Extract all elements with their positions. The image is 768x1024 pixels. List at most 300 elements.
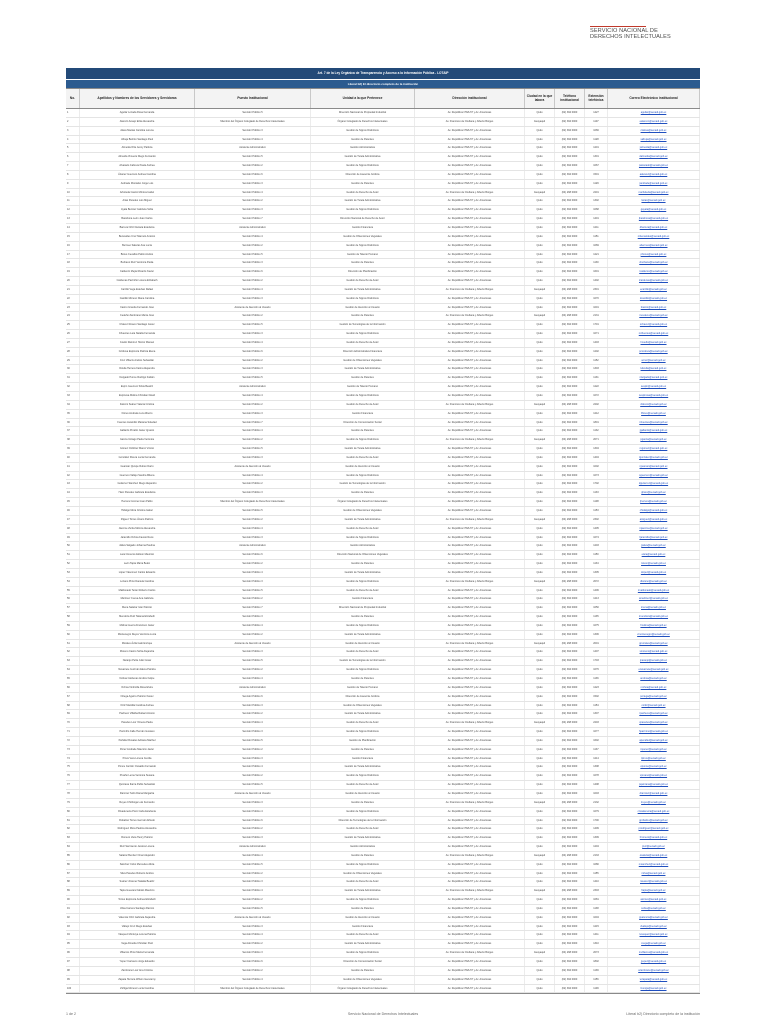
- cell-unit: Gestión de Patentes: [311, 374, 415, 382]
- table-row: [66, 790, 700, 799]
- cell-phone: (02) 394 0000: [555, 878, 585, 886]
- cell-phone: (04) 268 0000: [555, 436, 585, 444]
- cell-address: Av. Francisco de Orellana y Alberto Borges: [415, 189, 525, 197]
- cell-address: Av. República N°E6-57 y Av. Amazonas: [415, 808, 525, 816]
- cell-email[interactable]: abermeo@senadi.gob.ec: [608, 242, 700, 250]
- cell-name: Lozano Pinto Daniela Carolina: [80, 578, 195, 586]
- cell-email[interactable]: dlozano@senadi.gob.ec: [608, 578, 700, 586]
- cell-name: García Intriago Paola Verónica: [80, 436, 195, 444]
- cell-email[interactable]: acruz@senadi.gob.ec: [608, 357, 700, 365]
- cell-name: Torres Espinoza Andrea Elizabeth: [80, 896, 195, 904]
- cell-email[interactable]: imena@senadi.gob.ec: [608, 604, 700, 612]
- cell-unit: Gestión de Tutela Administrativa: [311, 940, 415, 948]
- cell-email[interactable]: rmaldonado@senadi.gob.ec: [608, 587, 700, 595]
- cell-city: Quito: [525, 781, 555, 789]
- cell-city: Quito: [525, 233, 555, 241]
- cell-email[interactable]: salbuja@senadi.gob.ec: [608, 136, 700, 144]
- cell-address: Av. República N°E6-57 y Av. Amazonas: [415, 374, 525, 382]
- cell-unit: Gestión de Obtenciones Vegetales: [311, 507, 415, 515]
- cell-number: 34: [66, 401, 80, 409]
- cell-position: Servidor Público 5: [195, 251, 311, 259]
- cell-email[interactable]: jbarahona@senadi.gob.ec: [608, 215, 700, 223]
- cell-email[interactable]: jalmeida@senadi.gob.ec: [608, 144, 700, 152]
- cell-extension: 1403: [585, 339, 608, 347]
- cell-email[interactable]: fmolina@senadi.gob.ec: [608, 622, 700, 630]
- cell-position: Servidor Público 2: [195, 870, 311, 878]
- cell-name: Zambrano Loor Ana Cristina: [80, 967, 195, 975]
- cell-email[interactable]: nsuarez@senadi.gob.ec: [608, 878, 700, 886]
- table-row: [66, 834, 700, 843]
- table-row: [66, 551, 700, 560]
- cell-city: Quito: [525, 295, 555, 303]
- cell-address: Av. República N°E6-57 y Av. Amazonas: [415, 702, 525, 710]
- cell-name: Calderón Mejía Ricardo Xavier: [80, 268, 195, 276]
- cell-email[interactable]: gharo@senadi.gob.ec: [608, 489, 700, 497]
- cell-name: Lara Cisneros Edison Mauricio: [80, 551, 195, 559]
- cell-phone: (02) 394 0000: [555, 251, 585, 259]
- cell-email[interactable]: pbravo@senadi.gob.ec: [608, 251, 700, 259]
- cell-email[interactable]: mfuentes@senadi.gob.ec: [608, 419, 700, 427]
- table-row: [66, 825, 700, 834]
- table-row: [66, 755, 700, 764]
- cell-city: Quito: [525, 197, 555, 205]
- cell-extension: 1301: [585, 153, 608, 161]
- cell-position: Servidor Público 3: [195, 834, 311, 842]
- cell-phone: (02) 394 0000: [555, 976, 585, 984]
- cell-email[interactable]: cvega@senadi.gob.ec: [608, 940, 700, 948]
- table-row: [66, 136, 700, 145]
- cell-name: Alvarado Cabrera Paula Andrea: [80, 162, 195, 170]
- cell-email[interactable]: xparedes@senadi.gob.ec: [608, 719, 700, 727]
- cell-phone: (02) 394 0000: [555, 454, 585, 462]
- cell-extension: 1701: [585, 321, 608, 329]
- cell-unit: Gestión de Signos Distintivos: [311, 162, 415, 170]
- cell-email[interactable]: ealarcon@senadi.gob.ec: [608, 118, 700, 126]
- cell-extension: 1307: [585, 710, 608, 718]
- cell-email[interactable]: jyepez@senadi.gob.ec: [608, 958, 700, 966]
- cell-email[interactable]: cortiz@senadi.gob.ec: [608, 702, 700, 710]
- cell-city: Quito: [525, 445, 555, 453]
- table-row: [66, 171, 700, 180]
- table-row: [66, 595, 700, 604]
- cell-unit: Gestión de Signos Distintivos: [311, 578, 415, 586]
- header-address: Dirección institucional: [415, 89, 525, 108]
- cell-address: Av. República N°E6-57 y Av. Amazonas: [415, 339, 525, 347]
- table-row: [66, 675, 700, 684]
- cell-email[interactable]: mcedeno@senadi.gob.ec: [608, 312, 700, 320]
- cell-email[interactable]: mvillacres@senadi.gob.ec: [608, 949, 700, 957]
- cell-email[interactable]: enavarrete@senadi.gob.ec: [608, 666, 700, 674]
- cell-position: Servidor Público 3: [195, 489, 311, 497]
- cell-phone: (02) 394 0000: [555, 870, 585, 878]
- table-row: [66, 242, 700, 251]
- table-row: [66, 348, 700, 357]
- cell-unit: Dirección Administrativa Financiera: [311, 348, 415, 356]
- cell-email[interactable]: dvallejo@senadi.gob.ec: [608, 923, 700, 931]
- cell-email[interactable]: jherrera@senadi.gob.ec: [608, 498, 700, 506]
- cell-email[interactable]: mleon@senadi.gob.ec: [608, 560, 700, 568]
- cell-address: Av. República N°E6-57 y Av. Amazonas: [415, 896, 525, 904]
- cell-city: Quito: [525, 251, 555, 259]
- cell-extension: 1306: [585, 631, 608, 639]
- cell-extension: 1136: [585, 675, 608, 683]
- cell-number: 1: [66, 109, 80, 117]
- cell-email[interactable]: sguerrero@senadi.gob.ec: [608, 472, 700, 480]
- cell-email[interactable]: gvalencia@senadi.gob.ec: [608, 914, 700, 922]
- cell-city: Quito: [525, 153, 555, 161]
- cell-phone: (02) 394 0000: [555, 560, 585, 568]
- cell-email[interactable]: atorres@senadi.gob.ec: [608, 896, 700, 904]
- cell-email[interactable]: larias@senadi.gob.ec: [608, 197, 700, 205]
- cell-email[interactable]: jgallardo@senadi.gob.ec: [608, 427, 700, 435]
- cell-city: Guayaquil: [525, 401, 555, 409]
- cell-email[interactable]: portega@senadi.gob.ec: [608, 693, 700, 701]
- cell-email[interactable]: lgonzalez@senadi.gob.ec: [608, 454, 700, 462]
- table-row: [66, 870, 700, 879]
- cell-number: 74: [66, 755, 80, 763]
- cell-address: Av. República N°E6-57 y Av. Amazonas: [415, 861, 525, 869]
- cell-email[interactable]: wzapata@senadi.gob.ec: [608, 976, 700, 984]
- cell-email[interactable]: dcastillo@senadi.gob.ec: [608, 295, 700, 303]
- table-row: [66, 516, 700, 525]
- cell-email[interactable]: lreyes@senadi.gob.ec: [608, 799, 700, 807]
- cell-name: Castillo Moreno Diana Carolina: [80, 295, 195, 303]
- cell-address: Av. República N°E6-57 y Av. Amazonas: [415, 737, 525, 745]
- cell-number: 93: [66, 923, 80, 931]
- cell-email[interactable]: chidalgo@senadi.gob.ec: [608, 507, 700, 515]
- cell-email[interactable]: amartinez@senadi.gob.ec: [608, 595, 700, 603]
- cell-email[interactable]: rochoa@senadi.gob.ec: [608, 684, 700, 692]
- cell-city: Quito: [525, 675, 555, 683]
- cell-position: Servidor Público 2: [195, 746, 311, 754]
- cell-number: 80: [66, 808, 80, 816]
- cell-city: Quito: [525, 321, 555, 329]
- cell-unit: Gestión de Derecho de Autor: [311, 587, 415, 595]
- cell-extension: 1409: [585, 825, 608, 833]
- cell-phone: (02) 394 0000: [555, 666, 585, 674]
- cell-name: Montenegro Reyes Verónica Lucía: [80, 631, 195, 639]
- cell-number: 9: [66, 180, 80, 188]
- cell-position: Servidor Público 2: [195, 940, 311, 948]
- cell-city: Quito: [525, 525, 555, 533]
- cell-email[interactable]: ftapia@senadi.gob.ec: [608, 887, 700, 895]
- cell-extension: 2071: [585, 436, 608, 444]
- cell-extension: 1067: [585, 162, 608, 170]
- cell-position: Servidor Público 6: [195, 693, 311, 701]
- cell-extension: 1137: [585, 746, 608, 754]
- cell-email[interactable]: apenafiel@senadi.gob.ec: [608, 737, 700, 745]
- table-row: [66, 648, 700, 657]
- cell-email[interactable]: sespin@senadi.gob.ec: [608, 383, 700, 391]
- cell-email[interactable]: mgomez@senadi.gob.ec: [608, 445, 700, 453]
- table-row: [66, 197, 700, 206]
- cell-unit: Dirección Nacional de Derecho de Autor: [311, 215, 415, 223]
- cell-name: Aguilar Lozada Rosa Fernanda: [80, 109, 195, 117]
- cell-phone: (02) 394 0000: [555, 905, 585, 913]
- cell-email[interactable]: rguaman@senadi.gob.ec: [608, 463, 700, 471]
- cell-name: Vallejo Cruz Diego Esteban: [80, 923, 195, 931]
- cell-email[interactable]: jruiz@senadi.gob.ec: [608, 843, 700, 851]
- cell-position: Servidor Público 2: [195, 825, 311, 833]
- cell-email[interactable]: mperez@senadi.gob.ec: [608, 746, 700, 754]
- cell-position: Servidor Público 4: [195, 675, 311, 683]
- table-row: [66, 215, 700, 224]
- cell-position: Servidor Público 2: [195, 480, 311, 488]
- cell-unit: Dirección de Tecnologías de la Información: [311, 817, 415, 825]
- cell-unit: Gestión Financiera: [311, 923, 415, 931]
- cell-city: Quito: [525, 498, 555, 506]
- cell-email[interactable]: rcalderon@senadi.gob.ec: [608, 268, 700, 276]
- cell-number: 52: [66, 560, 80, 568]
- cell-number: 5: [66, 144, 80, 152]
- cell-email[interactable]: jandrade@senadi.gob.ec: [608, 180, 700, 188]
- cell-position: Servidor Público 3: [195, 923, 311, 931]
- cell-name: Gallardo Proaño Javier Ignacio: [80, 427, 195, 435]
- cell-address: Av. República N°E6-57 y Av. Amazonas: [415, 251, 525, 259]
- cell-number: 3: [66, 127, 80, 135]
- cell-position: Servidor Público 2: [195, 896, 311, 904]
- cell-email[interactable]: vfalconi@senadi.gob.ec: [608, 401, 700, 409]
- cell-phone: (02) 394 0000: [555, 542, 585, 550]
- cell-email[interactable]: pcordova@senadi.gob.ec: [608, 348, 700, 356]
- cell-name: Delgado Ponce Rodrigo Fabián: [80, 374, 195, 382]
- table-row: [66, 427, 700, 436]
- cell-email[interactable]: crivadeneira@senadi.gob.ec: [608, 808, 700, 816]
- cell-position: Servidor Público 2: [195, 631, 311, 639]
- cell-email[interactable]: cespinosa@senadi.gob.ec: [608, 392, 700, 400]
- cell-position: Servidor Público 4: [195, 286, 311, 294]
- cell-email[interactable]: grobalino@senadi.gob.ec: [608, 817, 700, 825]
- cell-email[interactable]: hromero@senadi.gob.ec: [608, 834, 700, 842]
- cell-number: 69: [66, 710, 80, 718]
- cell-extension: 1601: [585, 268, 608, 276]
- cell-email[interactable]: aalvarez@senadi.gob.ec: [608, 171, 700, 179]
- cell-name: Ortiz Mantilla Carolina Andrea: [80, 702, 195, 710]
- cell-email[interactable]: jnaranjo@senadi.gob.ec: [608, 657, 700, 665]
- cell-phone: (02) 394 0000: [555, 242, 585, 250]
- cell-email[interactable]: schavez@senadi.gob.ec: [608, 321, 700, 329]
- cell-phone: (04) 268 0000: [555, 640, 585, 648]
- cell-city: Quito: [525, 144, 555, 152]
- table-row: [66, 631, 700, 640]
- cell-address: Av. República N°E6-57 y Av. Amazonas: [415, 684, 525, 692]
- table-row: [66, 525, 700, 534]
- cell-email[interactable]: rdelgado@senadi.gob.ec: [608, 374, 700, 382]
- cell-email[interactable]: rsilva@senadi.gob.ec: [608, 870, 700, 878]
- cell-extension: 2302: [585, 516, 608, 524]
- cell-email[interactable]: ainiguez@senadi.gob.ec: [608, 516, 700, 524]
- cell-unit: Gestión de Patentes: [311, 967, 415, 975]
- cell-email[interactable]: dalmeida@senadi.gob.ec: [608, 153, 700, 161]
- cell-number: 87: [66, 870, 80, 878]
- cell-city: Quito: [525, 215, 555, 223]
- cell-email[interactable]: kdavila@senadi.gob.ec: [608, 365, 700, 373]
- cell-email[interactable]: lpinos@senadi.gob.ec: [608, 755, 700, 763]
- cell-position: Servidor Público 6: [195, 551, 311, 559]
- cell-email[interactable]: palvarado@senadi.gob.ec: [608, 162, 700, 170]
- table-row: [66, 330, 700, 339]
- cell-email[interactable]: vmontenegro@senadi.gob.ec: [608, 631, 700, 639]
- cell-address: Av. República N°E6-57 y Av. Amazonas: [415, 790, 525, 798]
- cell-number: 49: [66, 534, 80, 542]
- cell-email[interactable]: anoboa@senadi.gob.ec: [608, 675, 700, 683]
- cell-city: Quito: [525, 790, 555, 798]
- cell-email[interactable]: dgutierrez@senadi.gob.ec: [608, 480, 700, 488]
- cell-position: Servidor Público 4: [195, 136, 311, 144]
- cell-email[interactable]: lvasquez@senadi.gob.ec: [608, 931, 700, 939]
- cell-extension: 1153: [585, 507, 608, 515]
- cell-address: Av. República N°E6-57 y Av. Amazonas: [415, 755, 525, 763]
- table-row: [66, 569, 700, 578]
- cell-email[interactable]: ecarrillo@senadi.gob.ec: [608, 286, 700, 294]
- cell-extension: 1309: [585, 834, 608, 842]
- cell-email[interactable]: aguilar@senadi.gob.ec: [608, 109, 700, 117]
- cell-unit: Gestión de Derecho de Autor: [311, 781, 415, 789]
- cell-number: 50: [66, 542, 80, 550]
- cell-name: Espín Guerrero Silvia Beatriz: [80, 383, 195, 391]
- cell-name: Romero Vaca Henry Patricio: [80, 834, 195, 842]
- cell-unit: Gestión de Patentes: [311, 427, 415, 435]
- cell-email[interactable]: sulloa@senadi.gob.ec: [608, 905, 700, 913]
- cell-extension: 1107: [585, 118, 608, 126]
- cell-position: Servidor Público 4: [195, 808, 311, 816]
- table-row: [66, 489, 700, 498]
- cell-address: Av. República N°E6-57 y Av. Amazonas: [415, 109, 525, 117]
- cell-unit: Dirección Nacional de Propiedad Industrial: [311, 109, 415, 117]
- cell-name: Ayala Benítez Gabriela Sofía: [80, 206, 195, 214]
- cell-name: Castro Granda Fernando José: [80, 304, 195, 312]
- cell-address: Av. República N°E6-57 y Av. Amazonas: [415, 781, 525, 789]
- table-row: [66, 162, 700, 171]
- table-subtitle: Literal b2) El directorio completo de la institución: [66, 79, 700, 88]
- cell-email[interactable]: lflores@senadi.gob.ec: [608, 410, 700, 418]
- cell-number: 67: [66, 693, 80, 701]
- cell-email[interactable]: marboleda@senadi.gob.ec: [608, 189, 700, 197]
- cell-city: Quito: [525, 763, 555, 771]
- table-row: [66, 295, 700, 304]
- cell-unit: Gestión de Atención al Usuario: [311, 790, 415, 798]
- cell-name: Barahona León Juan Carlos: [80, 215, 195, 223]
- cell-email[interactable]: dbarrera@senadi.gob.ec: [608, 224, 700, 232]
- cell-email[interactable]: rpacheco@senadi.gob.ec: [608, 710, 700, 718]
- cell-email[interactable]: tmendoza@senadi.gob.ec: [608, 613, 700, 621]
- cell-position: Servidor Público 5: [195, 587, 311, 595]
- cell-phone: (02) 394 0000: [555, 197, 585, 205]
- cell-address: Av. República N°E6-57 y Av. Amazonas: [415, 206, 525, 214]
- cell-email[interactable]: prodriguez@senadi.gob.ec: [608, 825, 700, 833]
- cell-extension: 1129: [585, 180, 608, 188]
- cell-number: 17: [66, 251, 80, 259]
- cell-extension: 1223: [585, 684, 608, 692]
- table-row: [66, 914, 700, 923]
- cell-email[interactable]: lcardenas@senadi.gob.ec: [608, 277, 700, 285]
- cell-email[interactable]: pgarcia@senadi.gob.ec: [608, 436, 700, 444]
- cell-email[interactable]: osalazar@senadi.gob.ec: [608, 852, 700, 860]
- cell-extension: 1213: [585, 595, 608, 603]
- cell-phone: (02) 394 0000: [555, 392, 585, 400]
- cell-name: Pacheco Villalba Rafael Antonio: [80, 710, 195, 718]
- cell-email[interactable]: msanchez@senadi.gob.ec: [608, 861, 700, 869]
- cell-email[interactable]: oponce@senadi.gob.ec: [608, 763, 700, 771]
- cell-city: Quito: [525, 419, 555, 427]
- cell-name: Ruiz Sarmiento Jessica Lorena: [80, 843, 195, 851]
- cell-extension: 1700: [585, 817, 608, 825]
- cell-email[interactable]: fjaramillo@senadi.gob.ec: [608, 534, 700, 542]
- cell-email[interactable]: vproano@senadi.gob.ec: [608, 772, 700, 780]
- cell-city: Quito: [525, 268, 555, 276]
- cell-email[interactable]: fcastro@senadi.gob.ec: [608, 304, 700, 312]
- cell-extension: 1201: [585, 144, 608, 152]
- cell-extension: 1802: [585, 958, 608, 966]
- cell-address: Av. República N°E6-57 y Av. Amazonas: [415, 587, 525, 595]
- cell-extension: 1134: [585, 560, 608, 568]
- table-row: [66, 206, 700, 215]
- cell-name: Falconí Suárez Valeria Cristina: [80, 401, 195, 409]
- cell-position: Servidor Público 3: [195, 728, 311, 736]
- cell-name: González Rivera Lucía Fernanda: [80, 454, 195, 462]
- cell-number: 7: [66, 162, 80, 170]
- cell-email[interactable]: hcoello@senadi.gob.ec: [608, 339, 700, 347]
- table-row: [66, 719, 700, 728]
- cell-phone: (02) 394 0000: [555, 339, 585, 347]
- cell-email[interactable]: vburbano@senadi.gob.ec: [608, 259, 700, 267]
- cell-name: Ortega Aguirre Patricio Xavier: [80, 693, 195, 701]
- cell-name: Játiva Salgado Johanna Paulina: [80, 542, 195, 550]
- cell-number: 89: [66, 887, 80, 895]
- cell-city: Guayaquil: [525, 640, 555, 648]
- cell-number: 47: [66, 516, 80, 524]
- cell-position: Asistente Administrativo: [195, 684, 311, 692]
- cell-unit: Gestión de Patentes: [311, 180, 415, 188]
- cell-email[interactable]: gayala@senadi.gob.ec: [608, 206, 700, 214]
- cell-unit: Gestión de Patentes: [311, 852, 415, 860]
- cell-email[interactable]: azambrano@senadi.gob.ec: [608, 967, 700, 975]
- cell-email[interactable]: clalava@senadi.gob.ec: [608, 127, 700, 135]
- cell-email[interactable]: mjacome@senadi.gob.ec: [608, 525, 700, 533]
- table-row: [66, 728, 700, 737]
- cell-unit: Gestión de Patentes: [311, 675, 415, 683]
- cell-name: Burbano Ruiz Verónica Paola: [80, 259, 195, 267]
- cell-unit: Gestión de Tutela Administrativa: [311, 569, 415, 577]
- cell-number: 36: [66, 419, 80, 427]
- cell-email[interactable]: clopez@senadi.gob.ec: [608, 569, 700, 577]
- cell-city: Quito: [525, 489, 555, 497]
- cell-unit: Gestión de Atención al Usuario: [311, 463, 415, 471]
- cell-extension: 1410: [585, 878, 608, 886]
- cell-city: Quito: [525, 427, 555, 435]
- cell-email[interactable]: lzuniga@senadi.gob.ec: [608, 985, 700, 993]
- cell-email[interactable]: smoreno@senadi.gob.ec: [608, 648, 700, 656]
- cell-name: Cruz Villacís Andrés Sebastián: [80, 357, 195, 365]
- cell-email[interactable]: elara@senadi.gob.ec: [608, 551, 700, 559]
- cell-extension: 1308: [585, 763, 608, 771]
- cell-email[interactable]: gmorales@senadi.gob.ec: [608, 640, 700, 648]
- cell-extension: 1203: [585, 542, 608, 550]
- cell-email[interactable]: dramirez@senadi.gob.ec: [608, 790, 700, 798]
- cell-phone: (02) 394 0000: [555, 967, 585, 975]
- cell-extension: 1154: [585, 702, 608, 710]
- cell-email[interactable]: jjativa@senadi.gob.ec: [608, 542, 700, 550]
- cell-number: 51: [66, 551, 80, 559]
- cell-city: Quito: [525, 737, 555, 745]
- cell-position: Servidor Público 4: [195, 569, 311, 577]
- cell-email[interactable]: hpazmino@senadi.gob.ec: [608, 728, 700, 736]
- cell-phone: (02) 394 0000: [555, 790, 585, 798]
- cell-email[interactable]: mbenavides@senadi.gob.ec: [608, 233, 700, 241]
- cell-email[interactable]: pquintana@senadi.gob.ec: [608, 781, 700, 789]
- cell-number: 20: [66, 277, 80, 285]
- cell-email[interactable]: ncifuentes@senadi.gob.ec: [608, 330, 700, 338]
